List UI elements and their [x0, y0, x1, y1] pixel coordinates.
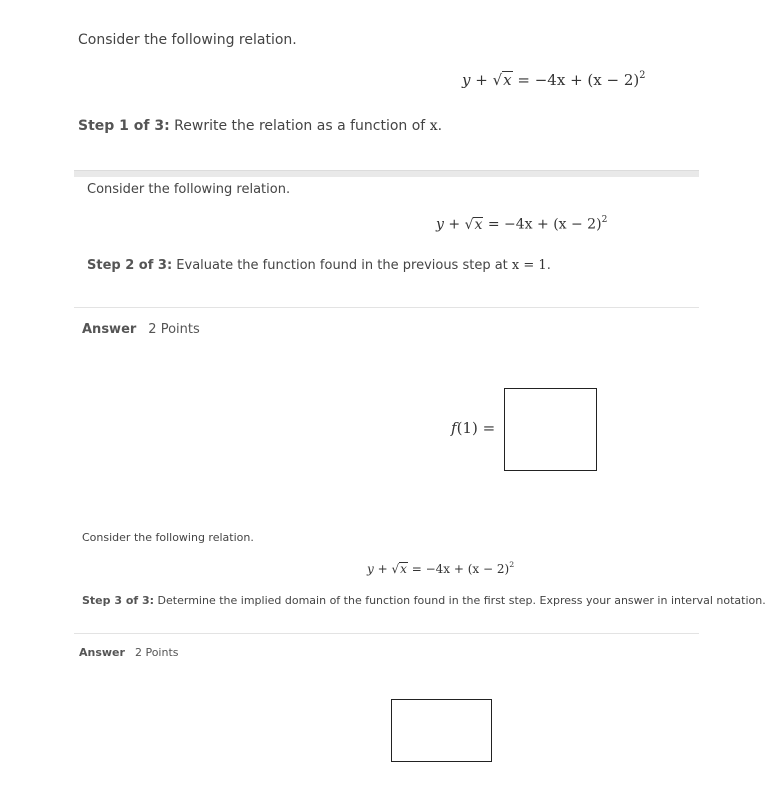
- step-text: Rewrite the relation as a function of: [169, 118, 430, 134]
- step-end: .: [437, 118, 443, 134]
- eq-exponent: 2: [509, 560, 515, 570]
- eq-rhs: −4x + (x − 2): [534, 71, 640, 89]
- function-arg: (1) =: [456, 419, 496, 437]
- section-divider: [74, 170, 699, 177]
- eq-lhs-var: y: [367, 562, 374, 576]
- step-var: x: [511, 258, 520, 273]
- eq-lhs-var: y: [462, 71, 471, 89]
- eq-plus: +: [470, 71, 493, 89]
- step-text: Determine the implied domain of the function found in the first step. Express your answer in interval notation.: [154, 594, 766, 607]
- eq-equals: =: [512, 71, 535, 89]
- step-label: Step 2 of 3:: [87, 258, 173, 273]
- step-label: Step 1 of 3:: [78, 118, 170, 134]
- eq-exponent: 2: [601, 215, 608, 226]
- eq-equals: =: [483, 216, 505, 233]
- sqrt-expression: [465, 217, 484, 233]
- eq-exponent: 2: [639, 70, 646, 82]
- answer-points: 2 Points: [148, 322, 200, 337]
- eq-plus: +: [373, 562, 392, 576]
- eq-rhs: −4x + (x − 2): [425, 562, 510, 576]
- section3-equation: [367, 561, 514, 576]
- eq-radicand: x: [474, 216, 483, 233]
- eq-rhs: −4x + (x − 2): [504, 216, 602, 233]
- radical-sign-icon: √: [391, 562, 400, 576]
- answer-label: Answer: [82, 322, 137, 337]
- eq-lhs-var: y: [436, 216, 444, 233]
- function-prompt: [451, 419, 495, 437]
- answer-input-box[interactable]: [504, 388, 597, 471]
- radical-sign-icon: √: [464, 216, 474, 233]
- eq-equals: =: [407, 562, 426, 576]
- eq-plus: +: [443, 216, 465, 233]
- sqrt-expression: [391, 562, 407, 576]
- answer-label: Answer: [79, 646, 125, 659]
- step-value: = 1: [519, 258, 547, 273]
- step-text: Evaluate the function found in the previous step at: [172, 258, 512, 273]
- section1-equation: [462, 71, 645, 89]
- section3-answer-header: [79, 646, 179, 659]
- eq-radicand: x: [400, 562, 407, 576]
- answer-divider: [74, 633, 699, 634]
- section1-intro: Consider the following relation.: [78, 32, 297, 48]
- sqrt-expression: [493, 71, 513, 89]
- section2-intro: Consider the following relation.: [87, 182, 291, 197]
- function-name: f: [451, 419, 457, 437]
- section3-intro: Consider the following relation.: [82, 531, 254, 544]
- radical-sign-icon: √: [492, 71, 503, 89]
- section2-answer-header: [82, 322, 200, 337]
- section2-equation: [436, 216, 607, 233]
- section1-step: [78, 118, 442, 134]
- step-end: .: [546, 258, 551, 273]
- step-var: x: [429, 118, 438, 134]
- answer-points: 2 Points: [134, 646, 179, 659]
- section3-step: [82, 594, 766, 607]
- eq-radicand: x: [503, 71, 512, 89]
- step-label: Step 3 of 3:: [82, 594, 155, 607]
- section2-step: [87, 258, 551, 273]
- answer-input-box[interactable]: [391, 699, 492, 762]
- answer-divider: [74, 307, 699, 308]
